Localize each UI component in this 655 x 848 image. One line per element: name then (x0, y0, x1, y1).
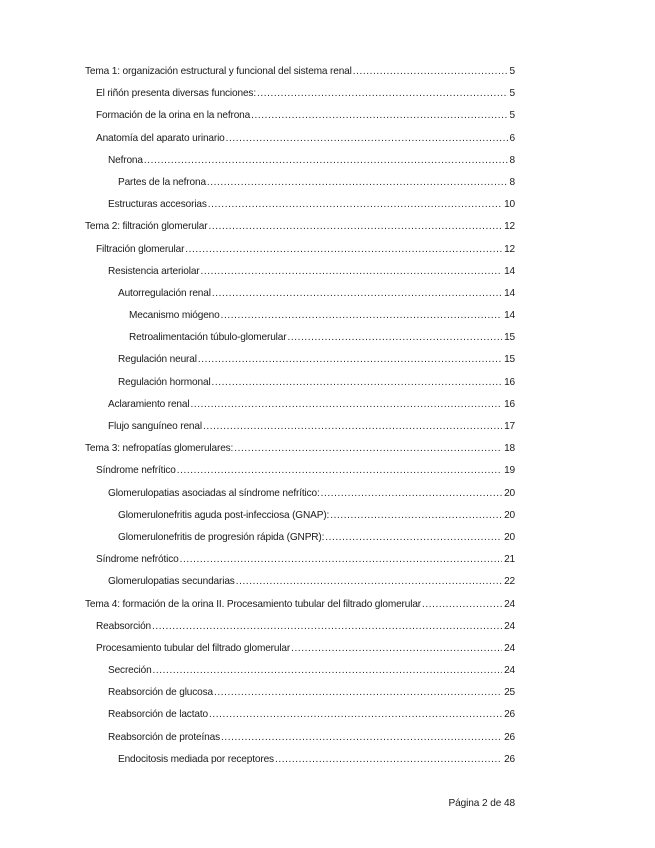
toc-entry-page: 26 (504, 731, 515, 743)
toc-entry-title: Glomerulonefritis de progresión rápida (GNPR): (118, 531, 325, 543)
toc-entry-title: Anatomía del aparato urinario (96, 132, 225, 144)
toc-entry-title: Tema 2: filtración glomerular (85, 221, 208, 233)
toc-dot-leader (180, 554, 502, 565)
toc-entry-page: 8 (509, 176, 515, 188)
toc-entry-page: 20 (504, 531, 515, 543)
toc-dot-leader (236, 576, 502, 587)
toc-dot-leader (221, 732, 502, 743)
toc-dot-leader (203, 421, 502, 432)
toc-entry-page: 16 (504, 398, 515, 410)
toc-entry-title: Estructuras accesorias (108, 199, 207, 211)
toc-entry-page: 17 (504, 421, 515, 432)
toc-entry[interactable] (85, 621, 515, 643)
toc-entry-title: El riñón presenta diversas funciones: (96, 88, 256, 100)
toc-entry-page: 15 (504, 354, 515, 366)
toc-entry[interactable] (85, 244, 515, 266)
toc-entry-title: Regulación neural (118, 354, 197, 366)
toc-dot-leader (207, 177, 508, 188)
toc-entry-page: 25 (504, 687, 515, 699)
toc-entry-page: 18 (504, 443, 515, 455)
toc-entry[interactable] (85, 421, 515, 443)
toc-entry-title: Síndrome nefrítico (96, 465, 176, 477)
toc-entry-title: Tema 1: organización estructural y funcional del sistema renal (85, 66, 352, 77)
toc-dot-leader (325, 532, 502, 543)
toc-entry-page: 20 (504, 509, 515, 521)
toc-dot-leader (251, 110, 507, 121)
toc-entry-page: 15 (504, 332, 515, 344)
toc-entry-page: 26 (504, 753, 515, 765)
toc-entry-page: 8 (509, 154, 515, 166)
toc-entry[interactable] (85, 443, 515, 465)
toc-entry-title: Resistencia arteriolar (108, 265, 200, 277)
toc-dot-leader (353, 66, 508, 77)
toc-entry-page: 26 (504, 709, 515, 721)
toc-entry-title: Tema 3: nefropatías glomerulares: (85, 443, 234, 455)
toc-entry-title: Reabsorción de glucosa (108, 687, 213, 699)
toc-entry-title: Reabsorción de proteínas (108, 731, 220, 743)
toc-entry-title: Autorregulación renal (118, 287, 211, 299)
toc-entry-title: Filtración glomerular (96, 243, 185, 255)
toc-entry[interactable] (85, 554, 515, 576)
toc-entry-title: Endocitosis mediada por receptores (118, 753, 274, 765)
toc-entry[interactable] (85, 66, 515, 88)
toc-entry-title: Glomerulopatias secundarias (108, 576, 235, 588)
toc-entry[interactable] (85, 532, 515, 554)
toc-entry[interactable] (85, 288, 515, 310)
toc-entry[interactable] (85, 488, 515, 510)
toc-entry[interactable] (85, 377, 515, 399)
toc-entry[interactable] (85, 221, 515, 243)
toc-entry-page: 24 (504, 598, 515, 610)
toc-entry-title: Síndrome nefrótico (96, 554, 179, 566)
toc-entry[interactable] (85, 354, 515, 376)
toc-entry[interactable] (85, 576, 515, 598)
toc-dot-leader (422, 599, 502, 610)
toc-dot-leader (208, 221, 502, 232)
toc-entry-title: Aclaramiento renal (108, 398, 190, 410)
toc-entry-page: 12 (504, 221, 515, 233)
toc-entry-page: 5 (509, 110, 515, 122)
toc-entry[interactable] (85, 110, 515, 132)
toc-dot-leader (330, 510, 502, 521)
toc-entry[interactable] (85, 665, 515, 687)
toc-entry[interactable] (85, 599, 515, 621)
toc-entry[interactable] (85, 465, 515, 487)
toc-dot-leader (177, 465, 502, 476)
toc-entry-title: Glomerulopatias asociadas al síndrome nefrítico: (108, 487, 320, 499)
toc-dot-leader (221, 310, 502, 321)
toc-entry[interactable] (85, 643, 515, 665)
toc-dot-leader (212, 288, 502, 299)
toc-entry-title: Secreción (108, 665, 152, 677)
toc-entry-page: 10 (504, 199, 515, 211)
toc-entry-page: 5 (509, 88, 515, 100)
toc-entry-page: 24 (504, 642, 515, 654)
toc-entry-page: 12 (504, 243, 515, 255)
toc-dot-leader (153, 665, 503, 676)
toc-entry-page: 24 (504, 620, 515, 632)
toc-entry-page: 20 (504, 487, 515, 499)
toc-entry[interactable] (85, 709, 515, 731)
toc-entry[interactable] (85, 510, 515, 532)
toc-entry-title: Retroalimentación túbulo-glomerular (129, 332, 287, 344)
toc-dot-leader (198, 354, 502, 365)
toc-dot-leader (209, 709, 502, 720)
toc-entry-title: Regulación hormonal (118, 376, 211, 388)
toc-entry[interactable] (85, 310, 515, 332)
toc-entry[interactable] (85, 155, 515, 177)
toc-dot-leader (190, 399, 502, 410)
toc-dot-leader (291, 643, 502, 654)
toc-entry-title: Partes de la nefrona (118, 176, 206, 188)
toc-dot-leader (226, 133, 508, 144)
toc-entry[interactable] (85, 199, 515, 221)
toc-dot-leader (208, 199, 502, 210)
toc-dot-leader (214, 687, 502, 698)
toc-dot-leader (212, 377, 503, 388)
toc-entry-page: 22 (504, 576, 515, 588)
toc-entry-title: Tema 4: formación de la orina II. Procesamiento tubular del filtrado glomerular (85, 598, 421, 610)
toc-dot-leader (257, 88, 508, 99)
toc-entry[interactable] (85, 754, 515, 776)
toc-entry[interactable] (85, 732, 515, 754)
toc-entry-title: Flujo sanguíneo renal (108, 421, 202, 432)
toc-dot-leader (234, 443, 502, 454)
toc-entry[interactable] (85, 332, 515, 354)
toc-entry-page: 21 (504, 554, 515, 566)
toc-entry[interactable] (85, 266, 515, 288)
toc-entry[interactable] (85, 88, 515, 110)
toc-entry-title: Nefrona (108, 154, 143, 166)
toc-entry-title: Procesamiento tubular del filtrado glomerular (96, 642, 291, 654)
toc-entry-page: 14 (504, 265, 515, 277)
toc-entry-page: 19 (504, 465, 515, 477)
toc-dot-leader (201, 266, 503, 277)
toc-entry[interactable] (85, 177, 515, 199)
toc-dot-leader (275, 754, 502, 765)
toc-entry-page: 5 (509, 66, 515, 77)
toc-dot-leader (185, 244, 502, 255)
toc-entry-title: Glomerulonefritis aguda post-infecciosa (GNAP): (118, 509, 330, 521)
toc-entry[interactable] (85, 399, 515, 421)
toc-entry-page: 6 (509, 132, 515, 144)
toc-dot-leader (144, 155, 508, 166)
toc-entry-title: Reabsorción (96, 620, 152, 632)
toc-entry-page: 14 (504, 287, 515, 299)
page-number-footer: Página 2 de 48 (448, 798, 515, 809)
toc-entry-page: 24 (504, 665, 515, 677)
table-of-contents (85, 66, 515, 776)
toc-entry[interactable] (85, 687, 515, 709)
toc-entry-page: 16 (504, 376, 515, 388)
toc-entry-title: Mecanismo miógeno (129, 310, 220, 322)
toc-dot-leader (321, 488, 502, 499)
toc-entry[interactable] (85, 133, 515, 155)
toc-dot-leader (152, 621, 502, 632)
toc-entry-title: Reabsorción de lactato (108, 709, 208, 721)
toc-entry-title: Formación de la orina en la nefrona (96, 110, 251, 122)
toc-dot-leader (287, 332, 502, 343)
toc-entry-page: 14 (504, 310, 515, 322)
